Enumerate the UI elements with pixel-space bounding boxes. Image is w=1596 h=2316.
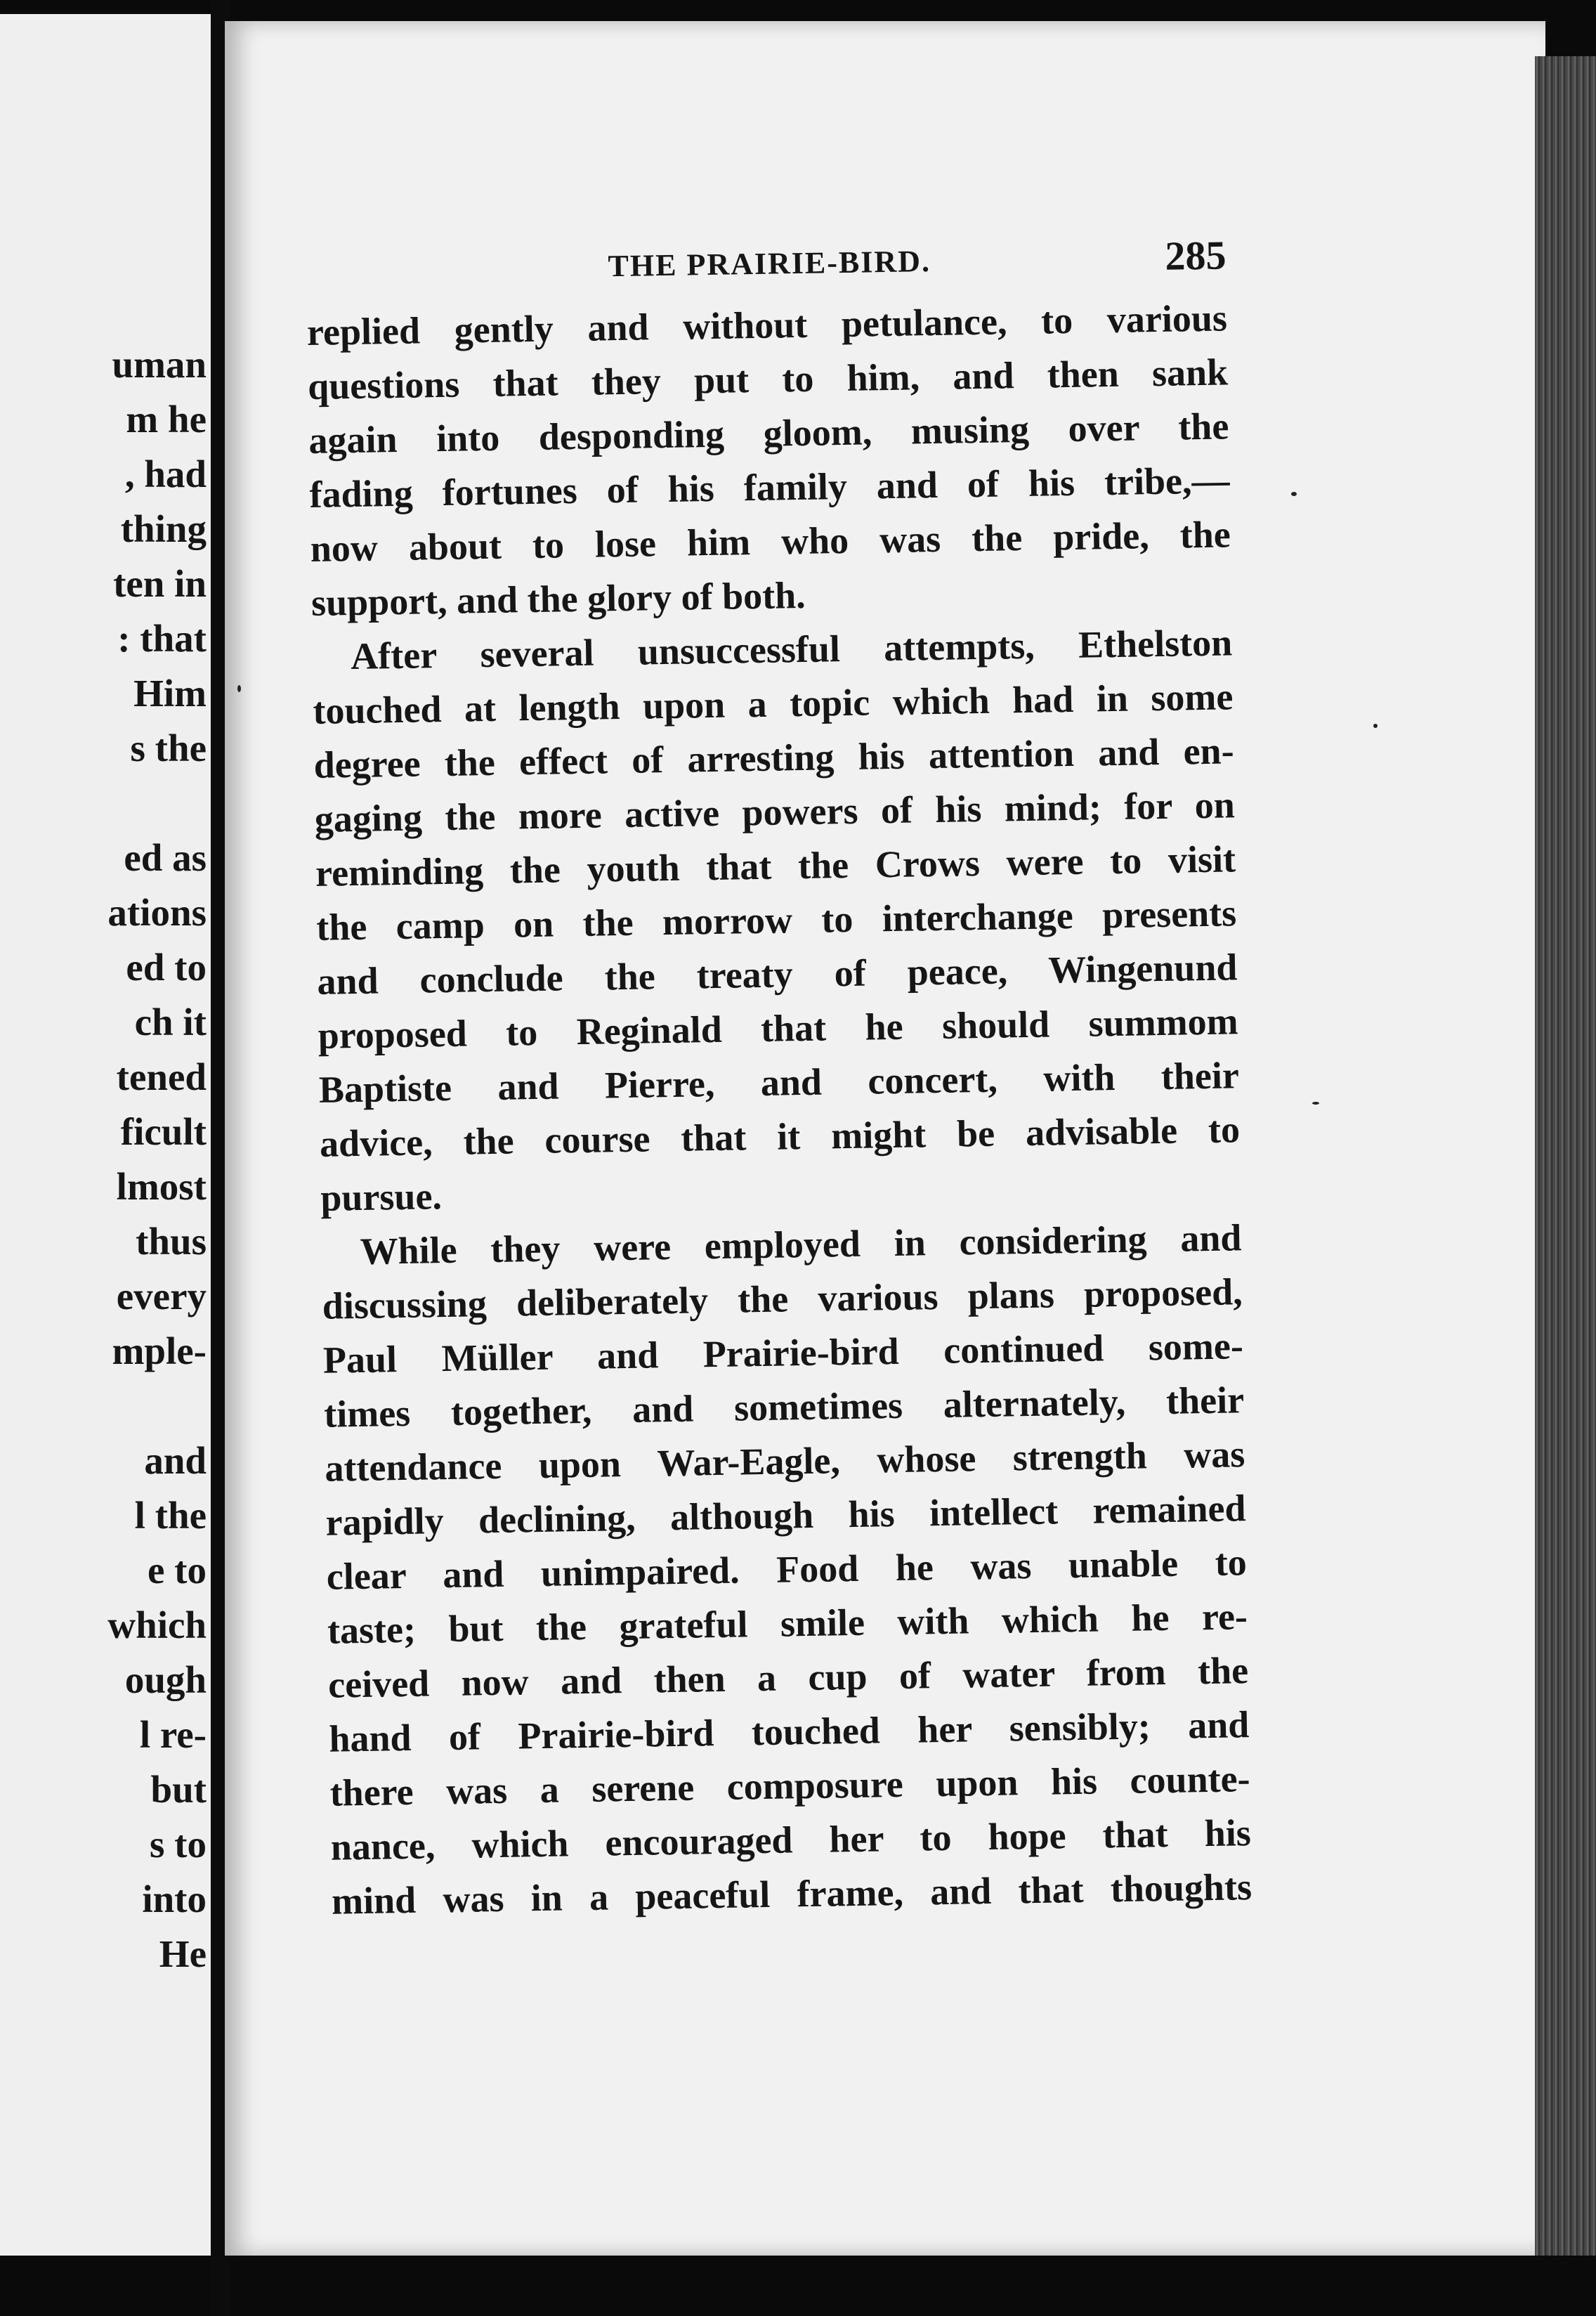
text-line: nance, which encouraged her to hope that his xyxy=(330,1811,1252,1868)
left-fragment-line: ed as xyxy=(124,836,207,879)
body-text xyxy=(306,291,1252,1928)
left-fragment-line: tened xyxy=(116,1055,207,1098)
left-page-text-fragments xyxy=(107,337,207,1982)
text-line: pursue. xyxy=(320,1175,443,1219)
left-fragment-line: e to xyxy=(148,1549,207,1592)
text-line: taste; but the grateful smile with which he re- xyxy=(327,1595,1248,1652)
right-page-text-block xyxy=(306,228,1252,1928)
text-line: Paul Müller and Prairie-bird continued some- xyxy=(322,1325,1244,1381)
running-title: THE PRAIRIE-BIRD. xyxy=(608,244,931,284)
text-line: discussing deliberately the various plans proposed, xyxy=(322,1270,1243,1327)
left-fragment-line: and xyxy=(144,1439,207,1482)
left-fragment-line: into xyxy=(142,1878,207,1920)
text-line: degree the effect of arresting his attention and en- xyxy=(313,729,1234,786)
text-line: Baptiste and Pierre, and concert, with their xyxy=(318,1054,1240,1111)
text-line: clear and unimpaired. Food he was unable to xyxy=(326,1541,1248,1598)
left-fragment-line: ficult xyxy=(120,1110,207,1153)
left-fragment-line xyxy=(107,1379,207,1433)
left-fragment-line: ch it xyxy=(134,1001,207,1043)
speck-mark xyxy=(1373,724,1378,728)
speck-mark xyxy=(237,685,241,692)
text-line: advice, the course that it might be advisable to xyxy=(319,1108,1241,1165)
left-fragment-line: thing xyxy=(120,507,207,550)
left-fragment-line: every xyxy=(116,1275,207,1318)
text-line: attendance upon War-Eagle, whose strength was xyxy=(324,1433,1245,1490)
left-fragment-line: s the xyxy=(130,727,207,769)
left-fragment-line: ten in xyxy=(113,562,207,605)
left-fragment-line: ations xyxy=(107,891,207,934)
left-fragment-line: s to xyxy=(150,1823,207,1866)
left-fragment-line: lmost xyxy=(116,1165,207,1208)
text-line: After several unsuccessful attempts, Ethelston xyxy=(350,621,1233,678)
left-fragment-line: , had xyxy=(124,453,207,495)
page-number: 285 xyxy=(1164,232,1227,279)
text-line: times together, and sometimes alternately, their xyxy=(323,1379,1245,1436)
text-line: replied gently and without petulance, to various xyxy=(306,297,1228,353)
left-fragment-line: uman xyxy=(112,343,207,386)
left-page xyxy=(0,14,222,2256)
text-line: the camp on the morrow to interchange presents xyxy=(315,892,1237,949)
text-line: mind was in a peaceful frame, and that thoughts xyxy=(331,1866,1252,1923)
left-fragment-line: Him xyxy=(133,672,207,715)
text-line: gaging the more active powers of his mind; for on xyxy=(314,783,1236,840)
text-line: support, and the glory of both. xyxy=(310,573,806,624)
left-fragment-line xyxy=(107,776,207,831)
text-line: again into desponding gloom, musing over the xyxy=(308,405,1229,462)
left-fragment-line: thus xyxy=(136,1220,207,1263)
text-line: fading fortunes of his family and of his tribe,— xyxy=(309,459,1230,516)
left-fragment-line: but xyxy=(150,1768,207,1811)
left-fragment-line: l re- xyxy=(139,1713,207,1756)
left-fragment-line: He xyxy=(159,1932,207,1975)
left-fragment-line: l the xyxy=(134,1494,207,1537)
page-edge xyxy=(1535,56,1596,2256)
text-line: and conclude the treaty of peace, Wingenund xyxy=(317,946,1238,1003)
text-line: hand of Prairie-bird touched her sensibly; and xyxy=(328,1703,1250,1760)
text-line: rapidly declining, although his intellect remained xyxy=(325,1487,1246,1544)
text-line: now about to lose him who was the pride, the xyxy=(310,513,1231,570)
text-line: ceived now and then a cup of water from the xyxy=(327,1649,1249,1706)
left-fragment-line: which xyxy=(107,1603,207,1646)
text-line: While they were employed in considering and xyxy=(360,1216,1242,1273)
left-fragment-line: ough xyxy=(124,1658,207,1701)
text-line: questions that they put to him, and then sank xyxy=(307,351,1229,408)
text-line: reminding the youth that the Crows were to visit xyxy=(315,838,1236,894)
speck-mark xyxy=(1291,492,1297,496)
text-line: touched at length upon a topic which had in some xyxy=(313,675,1234,732)
speck-mark xyxy=(1312,1102,1319,1105)
text-line: there was a serene composure upon his counte- xyxy=(329,1757,1250,1814)
left-fragment-line: mple- xyxy=(112,1329,207,1372)
left-fragment-line: m he xyxy=(126,398,207,441)
left-fragment-line: : that xyxy=(117,617,207,660)
left-fragment-line: ed to xyxy=(126,946,207,989)
text-line: proposed to Reginald that he should summom xyxy=(318,1000,1239,1057)
